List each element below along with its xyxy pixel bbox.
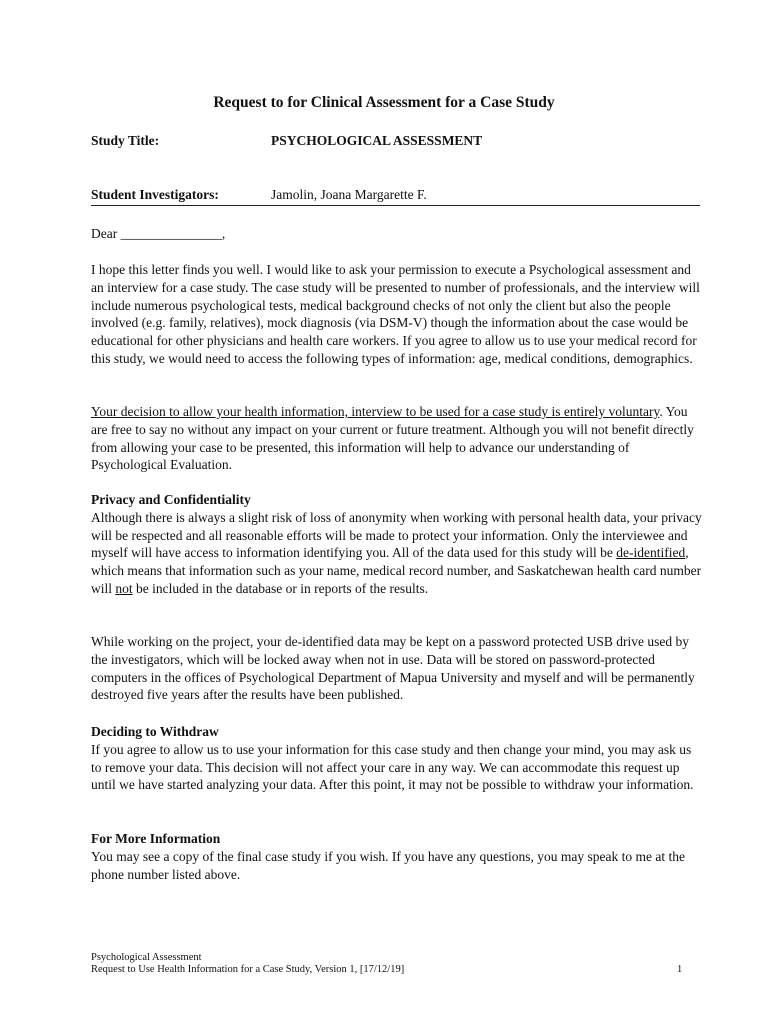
privacy-section [91, 491, 703, 598]
voluntary-rest-text: . You are free to say no without any impact on your current or future treatment. Although you will not benefit directly from allowing your case to be presented, this information will help to advance our understanding of Psychological Evaluation. [91, 404, 694, 473]
withdraw-heading: Deciding to Withdraw [91, 724, 219, 739]
intro-paragraph-text: I hope this letter finds you well. I would like to ask your permission to execute a Psychological assessment and an interview for a case study. The case study will be presented to number of professionals, and the interview will include numerous psychological tests, medical background checks of not only the client but also the people involved (e.g. family, relatives), mock diagnosis (via DSM-V) though the information about the case would be educational for other physicians and health care workers. If you agree to allow us to use your medical record for this study, we would need to access the following types of information: age, medical conditions, demographics. [91, 262, 700, 366]
privacy-text [91, 509, 703, 598]
withdraw-section [91, 723, 703, 794]
voluntary-paragraph-text [91, 403, 703, 474]
intro-paragraph [91, 261, 703, 368]
storage-paragraph-text: While working on the project, your de-identified data may be kept on a password protected USB drive used by the investigators, which will be locked away when not in use. Data will be stored on password-protected computers in the offices of Psychological Department of Mapua University and myself and will be permanently destroyed five years after the results have been published. [91, 634, 695, 703]
footer-line-2: Request to Use Health Information for a Case Study, Version 1, [17/12/19] [91, 964, 405, 975]
more-info-heading: For More Information [91, 831, 221, 846]
study-title-value: PSYCHOLOGICAL ASSESSMENT [271, 133, 483, 148]
withdraw-text: If you agree to allow us to use your information for this case study and then change your mind, you may ask us to remove your data. This decision will not affect your care in any way. We can accommodate this request up until we have started analyzing your data. After this point, it may not be possible to withdraw your information. [91, 741, 694, 793]
footer-line-1: Psychological Assessment [91, 952, 202, 963]
privacy-text-c: be included in the database or in reports of the results. [132, 580, 429, 596]
storage-paragraph [91, 633, 703, 704]
investigators-underline [91, 205, 700, 206]
document-title: Request to for Clinical Assessment for a Case Study [213, 94, 555, 111]
more-info-text: You may see a copy of the final case study if you wish. If you have any questions, you may speak to me at the phone number listed above. [91, 848, 685, 882]
investigators-value: Jamolin, Joana Margarette F. [271, 187, 427, 202]
privacy-heading: Privacy and Confidentiality [91, 492, 251, 507]
deidentified-term: de-identified [616, 545, 686, 561]
privacy-text-a: Although there is always a slight risk of loss of anonymity when working with personal health data, your privacy will be respected and all reasonable efforts will be made to protect your information. Only the interviewee and myself will have access to information identifying you. All of the data used for this study will be [91, 509, 702, 561]
not-term: not [115, 580, 133, 596]
salutation: Dear _______________, [91, 226, 226, 241]
study-title-label: Study Title: [91, 133, 160, 148]
investigators-label: Student Investigators: [91, 187, 219, 202]
more-info-section [91, 830, 703, 883]
page-number: 1 [677, 964, 683, 975]
privacy-text-b: , which means that information such as your name, medical record number, and Saskatchewan health card number will [91, 545, 702, 596]
voluntary-underlined-text: Your decision to allow your health information, interview to be used for a case study is entirely voluntary [91, 404, 660, 419]
voluntary-paragraph [91, 403, 703, 474]
